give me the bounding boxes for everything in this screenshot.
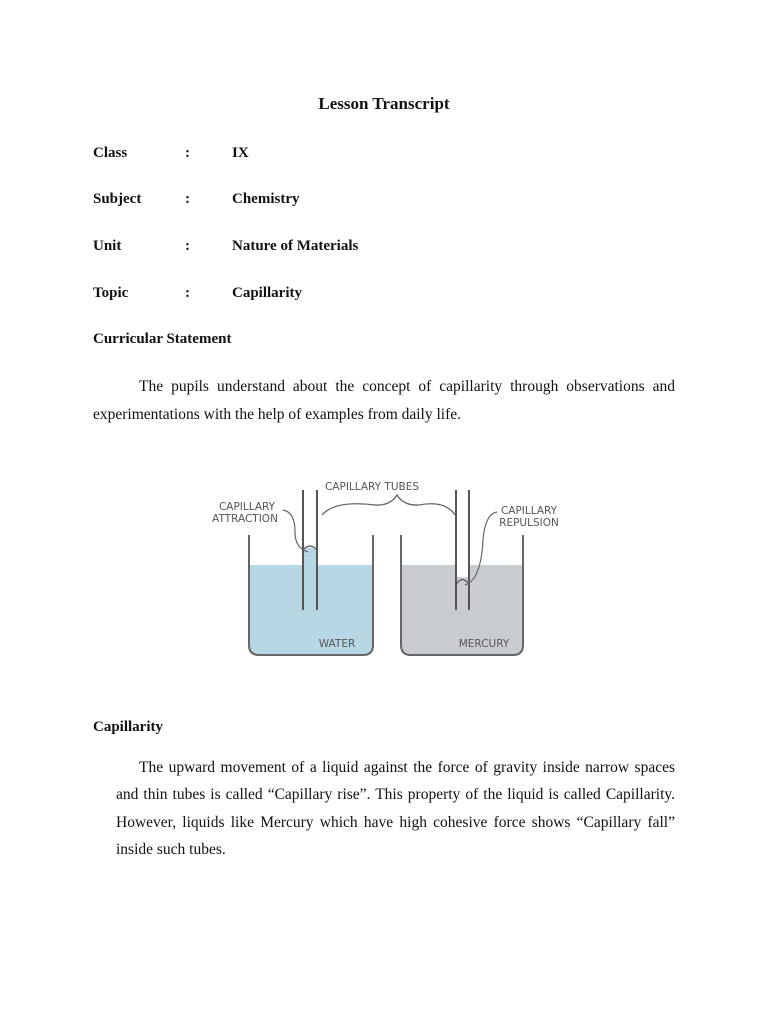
page-title: Lesson Transcript bbox=[318, 94, 450, 113]
meta-value-subject: Chemistry bbox=[232, 191, 300, 207]
tubes-brace bbox=[322, 495, 455, 515]
water-tube-liquid bbox=[303, 548, 317, 610]
attraction-label-line1: CAPILLARY bbox=[218, 501, 276, 513]
curricular-statement-text: The pupils understand about the concept of capillarity through observations and experimentations with the help of examples from daily life. bbox=[93, 378, 675, 423]
water-label: WATER bbox=[318, 638, 356, 650]
mercury-tube-liquid bbox=[456, 585, 469, 610]
mercury-tube-gap bbox=[456, 563, 469, 577]
meta-label-topic: Topic bbox=[93, 285, 129, 301]
attraction-leader bbox=[283, 510, 308, 552]
meta-label-subject: Subject bbox=[93, 191, 142, 207]
meta-separator: : bbox=[185, 238, 190, 254]
capillarity-heading: Capillarity bbox=[93, 719, 163, 735]
meta-separator: : bbox=[185, 285, 190, 301]
repulsion-label-line1: CAPILLARY bbox=[500, 505, 558, 517]
tubes-label: CAPILLARY TUBES bbox=[324, 481, 420, 493]
capillarity-text: The upward movement of a liquid against the force of gravity inside narrow spaces and thin tubes is called “Capillary rise”. This property of the liquid is called Capillarity. However, liquids like Mercury which have high cohesive force shows “Capillary fall” inside such tubes. bbox=[116, 759, 675, 858]
mercury-label: MERCURY bbox=[458, 638, 510, 650]
repulsion-label-line2: REPULSION bbox=[499, 517, 559, 529]
meta-value-unit: Nature of Materials bbox=[232, 238, 359, 254]
meta-value-topic: Capillarity bbox=[232, 285, 302, 301]
curricular-statement-heading: Curricular Statement bbox=[93, 331, 232, 347]
meta-label-class: Class bbox=[93, 145, 128, 161]
meta-label-unit: Unit bbox=[93, 238, 122, 254]
capillarity-diagram bbox=[200, 470, 580, 665]
meta-separator: : bbox=[185, 191, 190, 207]
meta-value-class: IX bbox=[232, 145, 249, 161]
attraction-label-line2: ATTRACTION bbox=[212, 513, 278, 525]
meta-separator: : bbox=[185, 145, 190, 161]
